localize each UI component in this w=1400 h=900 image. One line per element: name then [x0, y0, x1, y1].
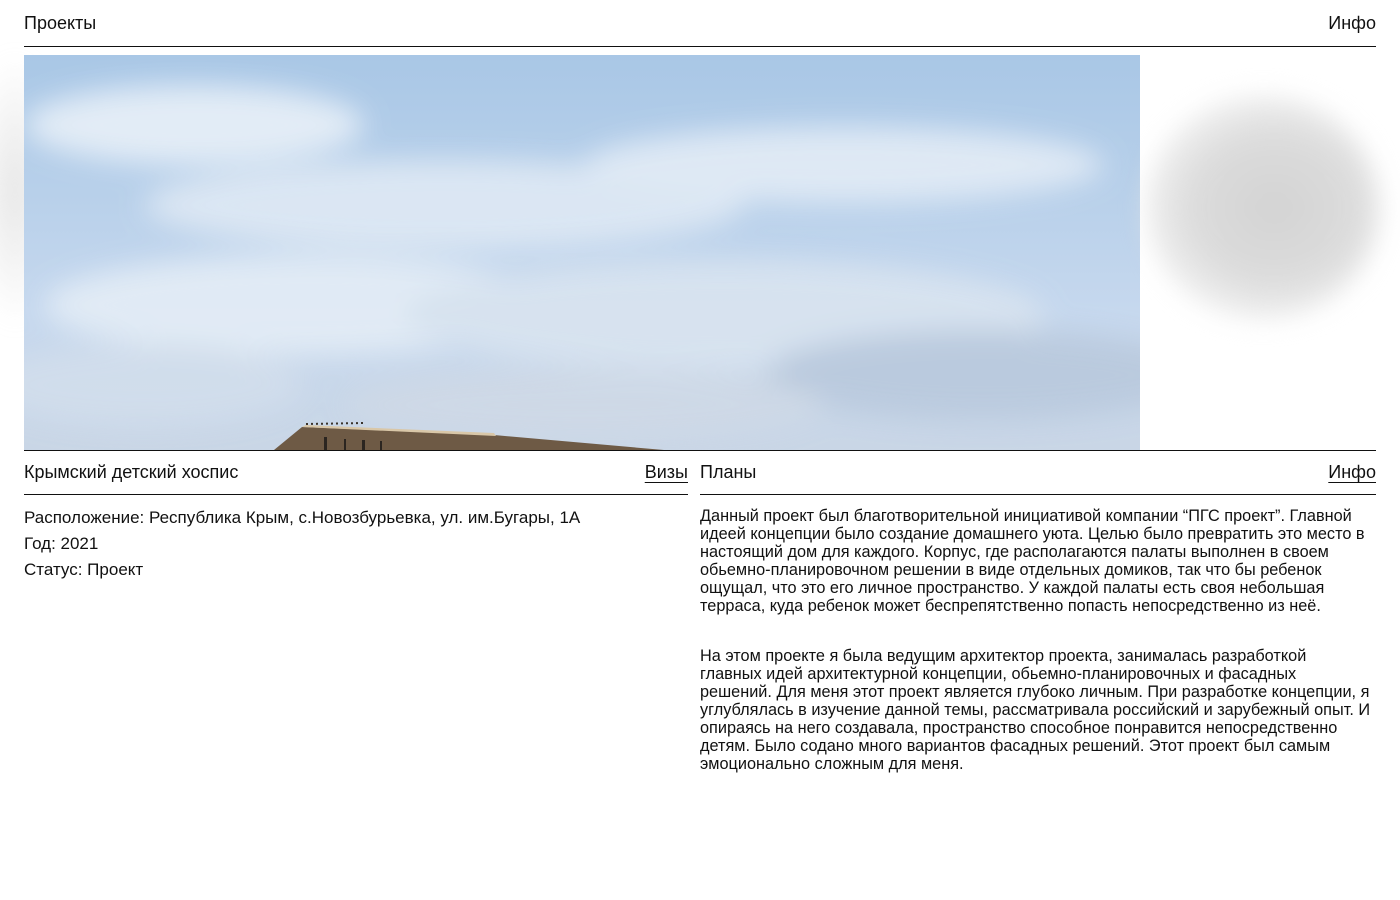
top-navigation	[24, 0, 1376, 47]
project-header-right	[700, 451, 1376, 495]
sky-and-roof-illustration	[24, 55, 1140, 450]
project-details	[24, 505, 684, 583]
project-description	[700, 507, 1372, 805]
project-hero-image[interactable]	[24, 55, 1140, 450]
project-header-left	[24, 451, 688, 495]
tab-info[interactable]: Инфо	[1328, 462, 1376, 482]
tab-plans[interactable]: Планы	[700, 462, 757, 482]
description-paragraph: На этом проекте я была ведущим архитектор проекта, занималась разработкой главных идей архитектурной концепции, обьемно-планировочных и фасадных решений. Для меня этот проект является глубоко личным. При разработке концепции, я углублялась в изучение данной темы, рассматривала российский и зарубежный опыт. И опираясь на него создавала, пространство способное понравится непосредственно детям. Было содано много вариантов фасадных решений. Этот проект был самым эмоционально сложным для меня.	[700, 647, 1371, 773]
projects-link[interactable]: Проекты	[24, 12, 97, 33]
project-year: Год: 2021	[24, 534, 99, 553]
project-location: Расположение: Республика Крым, с.Новозбурьевка, ул. им.Бугары, 1А	[24, 508, 581, 527]
project-title: Крымский детский хоспис	[24, 462, 239, 482]
blurred-decoration-right	[1145, 95, 1380, 320]
info-link[interactable]: Инфо	[1328, 12, 1376, 33]
project-status: Статус: Проект	[24, 560, 144, 579]
tab-visuals[interactable]: Визы	[644, 462, 688, 482]
description-paragraph: Данный проект был благотворительной инициативой компании “ПГС проект”. Главной идеей концепции было создание домашнего уюта. Целью было превратить это место в настоящий дом для каждого. Корпус, где располагаются палаты выполнен в своем обьемно-планировочном решении в виде отдельных домиков, так что бы ребенок ощущал, что это его личное пространство. У каждой палаты есть своя небольшая терраса, куда ребенок может беспрепятственно попасть непосредственно из неё.	[700, 507, 1365, 615]
